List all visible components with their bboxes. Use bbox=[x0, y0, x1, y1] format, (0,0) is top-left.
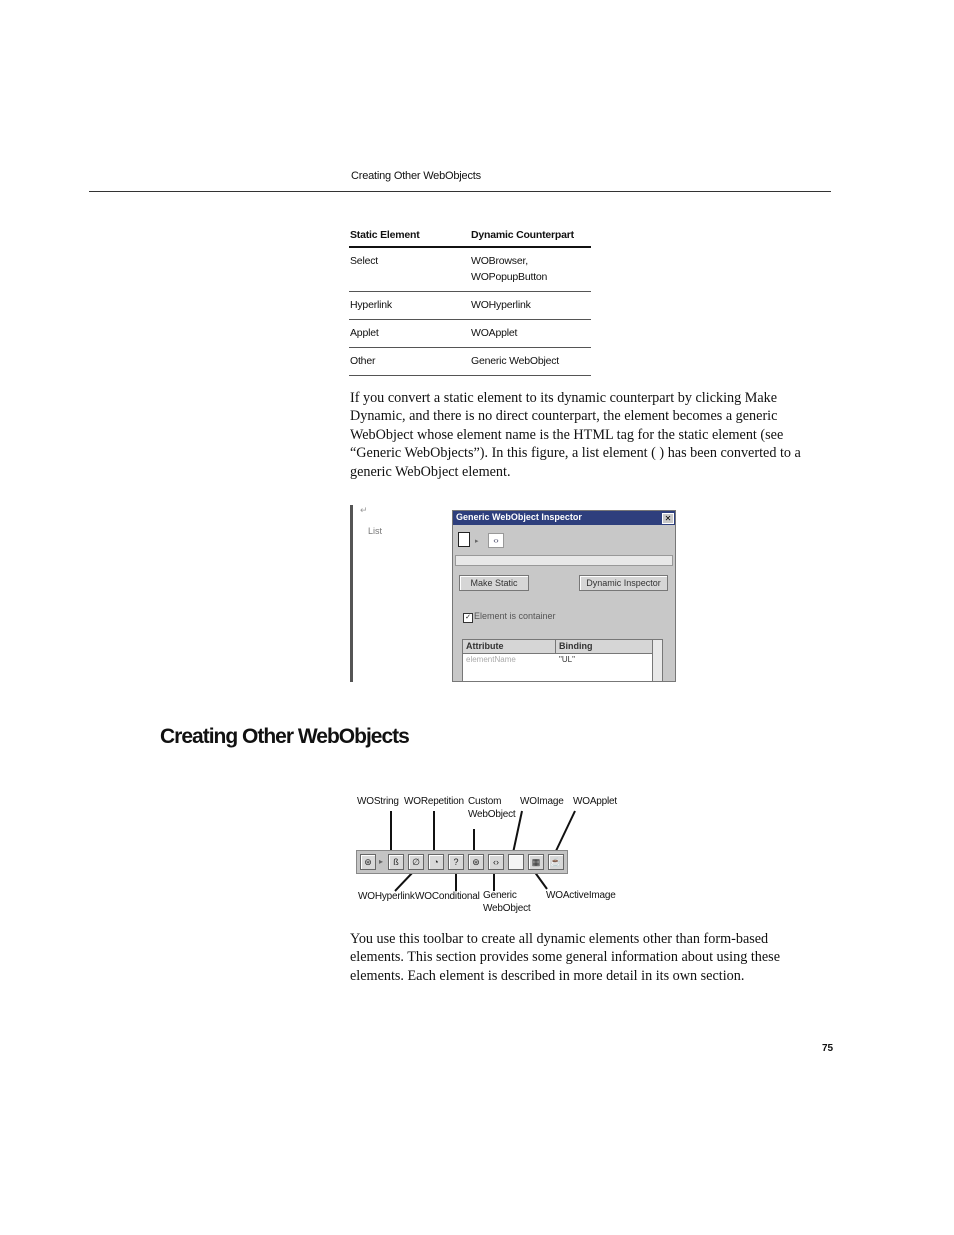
body-paragraph: You use this toolbar to create all dynamic elements other than form-based elements. This section provides some general information about using these elements. Each element is described in more detail in its own section. bbox=[350, 931, 780, 984]
generic-webobject-icon[interactable]: ‹› bbox=[488, 854, 504, 870]
label-wostring: WOString bbox=[357, 796, 399, 807]
wostring-icon[interactable]: ß bbox=[388, 854, 404, 870]
table-row bbox=[349, 292, 591, 320]
table-cell: WOHyperlink bbox=[470, 292, 591, 320]
dynamic-elements-toolbar bbox=[356, 850, 568, 874]
woapplet-icon[interactable]: ☕ bbox=[548, 854, 564, 870]
worepetition-icon[interactable]: ◔ bbox=[428, 854, 444, 870]
attribute-column-header[interactable]: Attribute bbox=[466, 641, 504, 651]
label-worepetition: WORepetition bbox=[404, 796, 464, 807]
inspector-window bbox=[452, 510, 676, 682]
label-woimage: WOImage bbox=[520, 796, 564, 807]
table-row bbox=[349, 320, 591, 348]
binding-cell[interactable]: "UL" bbox=[559, 655, 575, 664]
binding-column-header[interactable]: Binding bbox=[559, 641, 593, 651]
make-static-button[interactable]: Make Static bbox=[459, 575, 529, 591]
table-cell: Select bbox=[349, 247, 470, 292]
page-number: 75 bbox=[822, 1043, 834, 1054]
vertical-scrollbar[interactable] bbox=[652, 639, 663, 682]
callout-line bbox=[513, 811, 522, 853]
wohyperlink-icon[interactable]: ∅ bbox=[408, 854, 424, 870]
label-woapplet: WOApplet bbox=[573, 796, 617, 807]
binding-table bbox=[462, 639, 663, 682]
woimage-icon[interactable] bbox=[508, 854, 524, 870]
toolbar-arrow-icon: ▸ bbox=[379, 857, 384, 866]
label-generic-webobject: Generic WebObject bbox=[483, 890, 531, 914]
column-divider bbox=[555, 640, 556, 653]
table-header-row bbox=[349, 226, 591, 247]
section-heading: Creating Other WebObjects bbox=[160, 725, 409, 748]
label-woactiveimage: WOActiveImage bbox=[546, 890, 616, 901]
generic-webobject-icon[interactable]: ‹› bbox=[488, 533, 504, 548]
callout-line bbox=[395, 871, 414, 891]
table-row bbox=[349, 348, 591, 376]
inspector-select[interactable]: Dynamic Inspector bbox=[579, 575, 668, 591]
table-cell: Applet bbox=[349, 320, 470, 348]
close-icon[interactable]: ✕ bbox=[662, 513, 674, 524]
element-mapping-table bbox=[349, 226, 591, 376]
woconditional-icon[interactable]: ? bbox=[448, 854, 464, 870]
container-checkbox[interactable]: ✓ bbox=[463, 613, 473, 623]
checkbox-label: Element is container bbox=[474, 611, 556, 621]
woactiveimage-icon[interactable]: ▦ bbox=[528, 854, 544, 870]
editor-edge bbox=[350, 505, 353, 682]
window-titlebar bbox=[453, 511, 676, 525]
binding-table-header bbox=[463, 640, 662, 654]
inspector-screenshot bbox=[350, 505, 677, 683]
window-title: Generic WebObject Inspector bbox=[456, 512, 582, 522]
label-woconditional: WOConditional bbox=[415, 891, 480, 902]
table-header-dynamic: Dynamic Counterpart bbox=[470, 226, 591, 247]
label-wohyperlink: WOHyperlink bbox=[358, 891, 415, 902]
form-elements-icon[interactable]: ⊛ bbox=[360, 854, 376, 870]
table-header-static: Static Element bbox=[349, 226, 470, 247]
document-icon[interactable] bbox=[458, 532, 470, 547]
return-icon: ↵ bbox=[360, 505, 368, 515]
running-head: Creating Other WebObjects bbox=[351, 170, 481, 182]
table-cell: WOBrowser, WOPopupButton bbox=[470, 247, 591, 292]
list-element-label: List bbox=[368, 526, 383, 536]
table-row bbox=[349, 247, 591, 292]
table-cell: Hyperlink bbox=[349, 292, 470, 320]
path-arrow-icon: ▸ bbox=[475, 538, 479, 545]
header-rule bbox=[89, 191, 831, 192]
table-cell: WOApplet bbox=[470, 320, 591, 348]
custom-webobject-icon[interactable]: ⊛ bbox=[468, 854, 484, 870]
horizontal-scrollbar[interactable] bbox=[455, 555, 673, 566]
attribute-cell[interactable]: elementName bbox=[466, 655, 516, 664]
table-cell: Other bbox=[349, 348, 470, 376]
label-custom-webobject: Custom WebObject bbox=[468, 796, 516, 820]
callout-line bbox=[555, 811, 575, 853]
body-paragraph: If you convert a static element to its dynamic counterpart by clicking Make Dynamic, and there is no direct counterpart, the element becomes a generic WebObject whose element name is the HTML tag for the static element (see “Generic WebObjects”). In this figure, a list element ( ) has been converted to a generic WebObject element. bbox=[350, 390, 801, 480]
table-cell: Generic WebObject bbox=[470, 348, 591, 376]
